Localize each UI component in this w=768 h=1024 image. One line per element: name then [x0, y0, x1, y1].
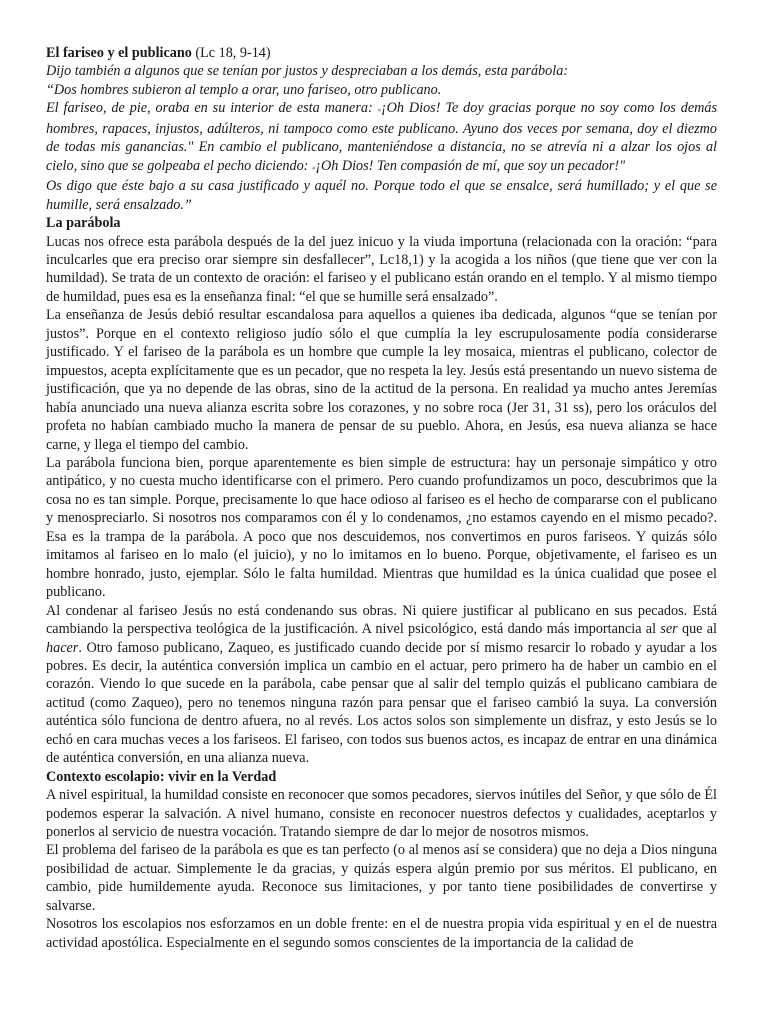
emphasis-word: hacer [46, 639, 79, 656]
quote-mark: « [311, 163, 316, 172]
gospel-verse: “Dos hombres subieron al templo a orar, uno fariseo, otro publicano. [46, 81, 442, 98]
scripture-citation: (Lc 18, 9-14) [191, 45, 271, 61]
paragraph: A nivel espiritual, la humildad consiste en reconocer que somos pecadores, siervos inútiles del Señor, y que sólo de Él podemos esperar la salvación. A nivel humano, consiste en reconocer nuestros defectos y cualidades, aceptarlos y ponerlos al servicio de nuestra vocación. Tratando siempre de dar lo mejor de nosotros mismos. [46, 787, 717, 841]
gospel-text: El fariseo, de pie, oraba en su interior de esta manera: [46, 100, 378, 117]
document-title: El fariseo y el publicano [46, 45, 192, 61]
paragraph: Lucas nos ofrece esta parábola después de la del juez inicuo y la viuda importuna (relacionada con la oración: “para inculcarles que era preciso orar siempre sin desfallecer”, Lc18,1) y la acogida a los niños (que tiene que ver con la humildad). Se trata de un contexto de oración: el fariseo y el publicano están orando en el templo. Y al mismo tiempo de humildad, pues esa es la enseñanza final: “el que se humille será ensalzado”. [46, 233, 717, 305]
gospel-text: ¡Oh Dios! Ten compasión de mí, que soy un pecador!" [315, 157, 626, 174]
quote-mark: « [377, 106, 382, 115]
paragraph-text: que al [677, 621, 717, 638]
gospel-conclusion: Os digo que éste bajo a su casa justificado y aquél no. Porque todo el que se ensalce, será humillado; y el que se humille, será ensalzado.” [46, 178, 717, 213]
section-heading: La parábola [46, 215, 121, 232]
paragraph: La enseñanza de Jesús debió resultar escandalosa para aquellos a quienes iba dedicada, algunos “que se tenían por justos”. Porque en el contexto religioso judío sólo el que cumplía la ley escrupulosamente podía considerarse justificado. Y el fariseo de la parábola es un hombre que cumple la ley mosaica, mientras el publicano, colector de impuestos, acepta explícitamente que es un pecador, que no respeta la ley. Jesús está presentando un nuevo sistema de justificación, que ya no depende de las obras, sino de la actitud de la persona. En realidad ya mucho antes Jeremías había anunciado una nueva alianza escrita sobre los corazones, y no sobre roca (Jer 31, 31 ss), pero los oráculos del profeta no habían cambiado mucho la manera de pensar de su pueblo. Ahora, en Jesús, esa nueva alianza se hace carne, y llega el tiempo del cambio. [46, 307, 717, 453]
emphasis-word: ser [660, 621, 678, 638]
section-heading: Contexto escolapio: vivir en la Verdad [46, 768, 277, 785]
paragraph: Nosotros los escolapios nos esforzamos en un doble frente: en el de nuestra propia vida espiritual y en el de nuestra actividad apostólica. Especialmente en el segundo somos conscientes de la importancia de la calidad de [46, 916, 717, 951]
paragraph: La parábola funciona bien, porque aparentemente es bien simple de estructura: hay un personaje simpático y otro antipático, y no cuesta mucho identificarse con el primero. Pero cuando profundizamos un poco, descubrimos que la cosa no es tan simple. Porque, precisamente lo que hace odioso al fariseo es el hecho de compararse con el publicano y menospreciarlo. Si nosotros nos comparamos con él y lo condenamos, ¿no estamos cayendo en el mismo pecado?. Esa es la trampa de la parábola. A poco que nos descuidemos, nos convertimos en puros fariseos. Y quizás sólo imitamos al fariseo en lo malo (el juicio), y no lo imitamos en lo bueno. Porque, objetivamente, el fariseo es un hombre honrado, justo, ejemplar. Sólo le falta humildad. Mientras que humildad es la única cualidad que posee el publicano. [46, 454, 717, 601]
paragraph-text: Al condenar al fariseo Jesús no está condenando sus obras. Ni quiere justificar al publicano en sus pecados. Está cambiando la perspectiva teológica de la justificación. A nivel psicológico, está dando más importancia al [46, 602, 717, 638]
paragraph-text: . Otro famoso publicano, Zaqueo, es justificado cuando decide por sí mismo resarcir lo robado y ayudar a los pobres. Es decir, la auténtica conversión implica un cambio en el actuar, pero primero ha de haber un cambio en el corazón. Viendo lo que sucede en la parábola, cabe pensar que al salir del templo quizás el publicano cambiara de actitud (como Zaqueo), pero no tenemos ninguna razón para pensar que el fariseo cambió la suya. La conversión auténtica sólo funciona de dentro afuera, no al revés. Los actos solos son simplemente un disfraz, y esto Jesús se lo echó en cara muchas veces a los fariseos. El fariseo, con todos sus buenos actos, es incapaz de entrar en una dinámica de auténtica conversión, en una alianza nueva. [46, 639, 717, 767]
gospel-intro: Dijo también a algunos que se tenían por justos y despreciaban a los demás, esta parábola: [46, 63, 569, 80]
title-line [46, 44, 717, 62]
paragraph [46, 602, 717, 768]
document-page [46, 44, 717, 952]
paragraph: El problema del fariseo de la parábola es que es tan perfecto (o al menos así se considera) que no deja a Dios ninguna posibilidad de actuar. Simplemente le da gracias, y quizás espera algún premio por sus méritos. El publicano, en cambio, pide humildemente ayuda. Reconoce sus limitaciones, y por tanto tiene posibilidades de convertirse y salvarse. [46, 842, 717, 914]
gospel-text: ¡Oh Dios! Te doy gracias porque no soy como los demás hombres, rapaces, injustos, adúlteros, ni tampoco como este publicano. Ayuno dos veces por semana, doy el diezmo de todas mis ganancias." En cambio el publicano, manteniéndose a distancia, no se atrevía ni a alzar los ojos al cielo, sino que se golpeaba el pecho diciendo: [46, 100, 718, 174]
gospel-prayers [46, 99, 717, 177]
